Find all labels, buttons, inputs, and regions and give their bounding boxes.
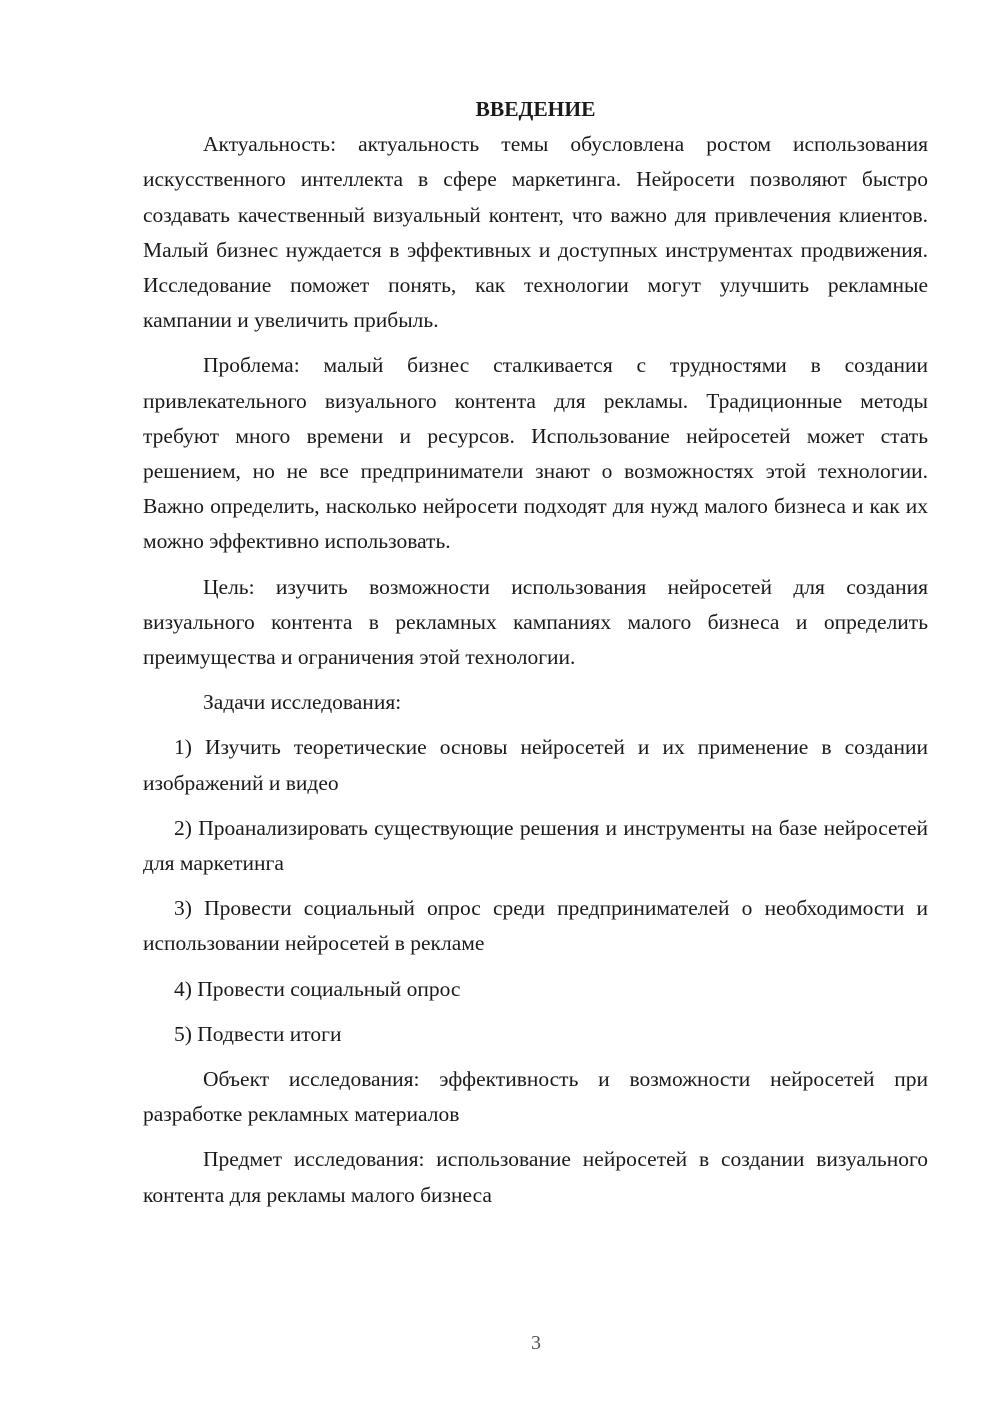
task-item-1: 1) Изучить теоретические основы нейросетей и их применение в создании изображений и видео (143, 735, 928, 795)
paragraph-subject: Предмет исследования: использование нейросетей в создании визуального контента для рекламы малого бизнеса (143, 1147, 928, 1207)
paragraph-problem: Проблема: малый бизнес сталкивается с трудностями в создании привлекательного визуального контента для рекламы. Традиционные методы требуют много времени и ресурсов. Использование нейросетей может стать решением, но не все предприниматели знают о возможностях этой технологии. Важно определить, насколько нейросети подходят для нужд малого бизнеса и как их можно эффективно использовать. (143, 353, 928, 554)
paragraph-relevance: Актуальность: актуальность темы обусловлена ростом использования искусственного интеллекта в сфере маркетинга. Нейросети позволяют быстро создавать качественный визуальный контент, что важно для привлечения клиентов. Малый бизнес нуждается в эффективных и доступных инструментах продвижения. Исследование поможет понять, как технологии могут улучшить рекламные кампании и увеличить прибыль. (143, 132, 928, 333)
paragraph-goal: Цель: изучить возможности использования нейросетей для создания визуального контента в рекламных кампаниях малого бизнеса и определить преимущества и ограничения этой технологии. (143, 574, 928, 670)
task-item-3: 3) Провести социальный опрос среди предпринимателей о необходимости и использовании нейросетей в рекламе (143, 896, 928, 956)
task-item-4: 4) Провести социальный опрос (174, 976, 461, 1001)
task-item-5: 5) Подвести итоги (174, 1021, 342, 1046)
page-content (143, 92, 928, 1223)
task-item-2: 2) Проанализировать существующие решения и инструменты на базе нейросетей для маркетинга (143, 815, 928, 876)
page-number: 3 (531, 1332, 541, 1354)
section-title: ВВЕДЕНИЕ (475, 97, 596, 121)
paragraph-object: Объект исследования: эффективность и возможности нейросетей при разработке рекламных материалов (143, 1067, 928, 1127)
paragraph-tasks-heading: Задачи исследования: (203, 690, 402, 715)
